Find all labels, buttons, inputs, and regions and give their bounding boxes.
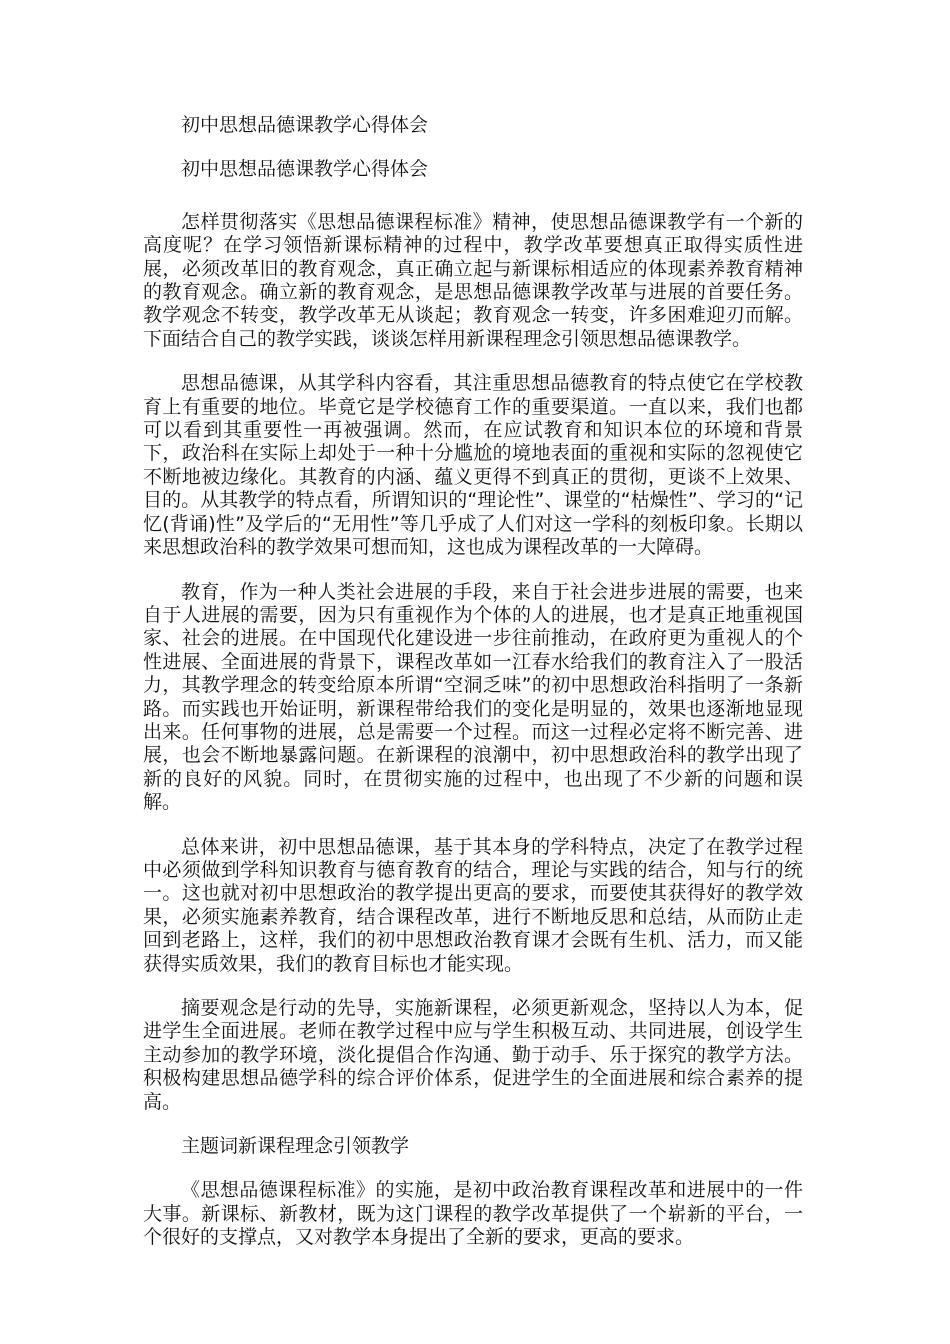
abstract-paragraph: 摘要观念是行动的先导，实施新课程，必须更新观念，坚持以人为本，促进学生全面进展。老师在教学过程中应与学生积极互动、共同进展，创设学生主动参加的教学环境，淡化提倡合作沟通、勤于动手、乐于探究的教学方法。积极构建思想品德学科的综合评价体系，促进学生的全面进展和综合素养的提高。 <box>143 997 803 1113</box>
body-paragraph: 总体来讲，初中思想品德课，基于其本身的学科特点，决定了在教学过程中必须做到学科知识教育与德育教育的结合，理论与实践的结合，知与行的统一。这也就对初中思想政治的教学提出更高的要求，而要使其获得好的教学效果，必须实施素养教育，结合课程改革，进行不断地反思和总结，从而防止走回到老路上，这样，我们的初中思想政治教育课才会既有生机、活力，而又能获得实质效果，我们的教育目标也才能实现。 <box>143 835 803 975</box>
body-paragraph: 怎样贯彻落实《思想品德课程标准》精神，使思想品德课教学有一个新的高度呢？在学习领悟新课标精神的过程中，教学改革要想真正取得实质性进展，必须改革旧的教育观念，真正确立起与新课标相适应的体现素养教育精神的教育观念。确立新的教育观念，是思想品德课教学改革与进展的首要任务。教学观念不转变，教学改革无从谈起；教育观念一转变，许多困难迎刃而解。下面结合自己的教学实践，谈谈怎样用新课程理念引领思想品德课教学。 <box>143 210 803 350</box>
body-paragraph: 思想品德课，从其学科内容看，其注重思想品德教育的特点使它在学校教育上有重要的地位。毕竟它是学校德育工作的重要渠道。一直以来，我们也都可以看到其重要性一再被强调。然而，在应试教育和知识本位的环境和背景下，政治科在实际上却处于一种十分尴尬的境地表面的重视和实际的忽视使它不断地被边缘化。其教育的内涵、蕴义更得不到真正的贯彻，更谈不上效果、目的。从其教学的特点看，所谓知识的“理论性”、课堂的“枯燥性”、学习的“记忆(背诵)性”及学后的“无用性”等几乎成了人们对这一学科的刻板印象。长期以来思想政治科的教学效果可想而知，这也成为课程改革的一大障碍。 <box>143 372 803 559</box>
document-page <box>143 114 803 1250</box>
document-subtitle: 初中思想品德课教学心得体会 <box>181 158 429 181</box>
body-paragraph: 教育，作为一种人类社会进展的手段，来自于社会进步进展的需要，也来自于人进展的需要，因为只有重视作为个体的人的进展，也才是真正地重视国家、社会的进展。在中国现代化建设进一步往前推动，在政府更为重视人的个性进展、全面进展的背景下，课程改革如一江春水给我们的教育注入了一股活力，其教学理念的转变给原本所谓“空洞乏味”的初中思想政治科指明了一条新路。而实践也开始证明，新课程带给我们的变化是明显的，效果也逐渐地显现出来。任何事物的进展，总是需要一个过程。而这一过程必定将不断完善、进展，也会不断地暴露问题。在新课程的浪潮中，初中思想政治科的教学出现了新的良好的风貌。同时，在贯彻实施的过程中，也出现了不少新的问题和误解。 <box>143 580 803 814</box>
document-title: 初中思想品德课教学心得体会 <box>181 114 429 136</box>
closing-paragraph: 《思想品德课程标准》的实施，是初中政治教育课程改革和进展中的一件大事。新课标、新教材，既为这门课程的教学改革提供了一个崭新的平台，一个很好的支撑点，又对教学本身提出了全新的要求，更高的要求。 <box>143 1179 803 1249</box>
keywords-line: 主题词新课程理念引领教学 <box>181 1135 410 1158</box>
